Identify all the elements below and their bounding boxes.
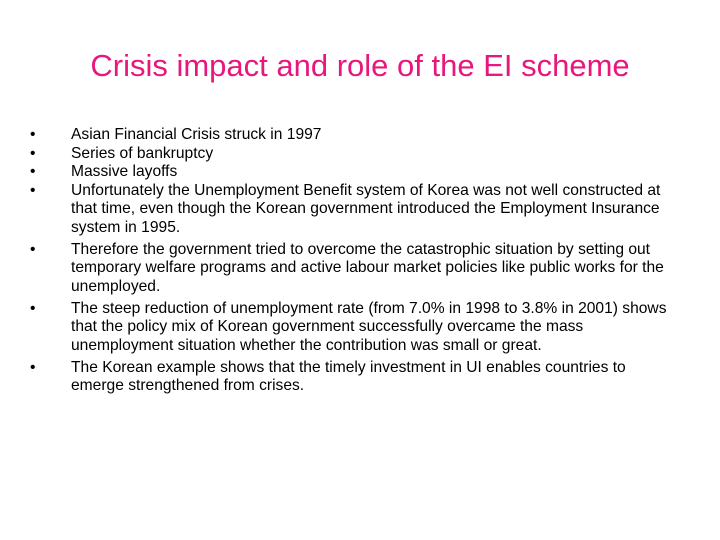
bullet-text: The steep reduction of unemployment rate (from 7.0% in 1998 to 3.8% in 2001) shows that the policy mix of Korean government successfully overcame the mass unemployment situation whether the contribution was small or great. <box>71 299 667 354</box>
bullet-icon: • <box>30 163 36 181</box>
bullet-list <box>30 126 670 399</box>
bullet-text: Asian Financial Crisis struck in 1997 <box>71 126 322 143</box>
bullet-icon: • <box>30 126 36 143</box>
bullet-item <box>30 126 670 145</box>
bullet-icon: • <box>30 181 36 199</box>
bullet-icon: • <box>30 240 36 258</box>
bullet-text: Therefore the government tried to overcome the catastrophic situation by setting out temporary welfare programs and active labour market policies like public works for the unemployed. <box>71 240 664 295</box>
bullet-text: Series of bankruptcy <box>71 144 214 162</box>
bullet-item <box>30 145 670 164</box>
bullet-item <box>30 300 670 356</box>
bullet-text: Unfortunately the Unemployment Benefit system of Korea was not well constructed at that time, even though the Korean government introduced the Employment Insurance system in 1995. <box>71 181 661 236</box>
bullet-icon: • <box>30 358 36 376</box>
slide-title: Crisis impact and role of the EI scheme <box>90 48 630 83</box>
bullet-item <box>30 182 670 238</box>
bullet-icon: • <box>30 144 36 162</box>
bullet-item <box>30 359 670 396</box>
bullet-icon: • <box>30 299 36 317</box>
bullet-item <box>30 241 670 297</box>
bullet-text: The Korean example shows that the timely investment in UI enables countries to emerge strengthened from crises. <box>71 358 626 395</box>
bullet-text: Massive layoffs <box>71 163 178 181</box>
bullet-item <box>30 163 670 182</box>
